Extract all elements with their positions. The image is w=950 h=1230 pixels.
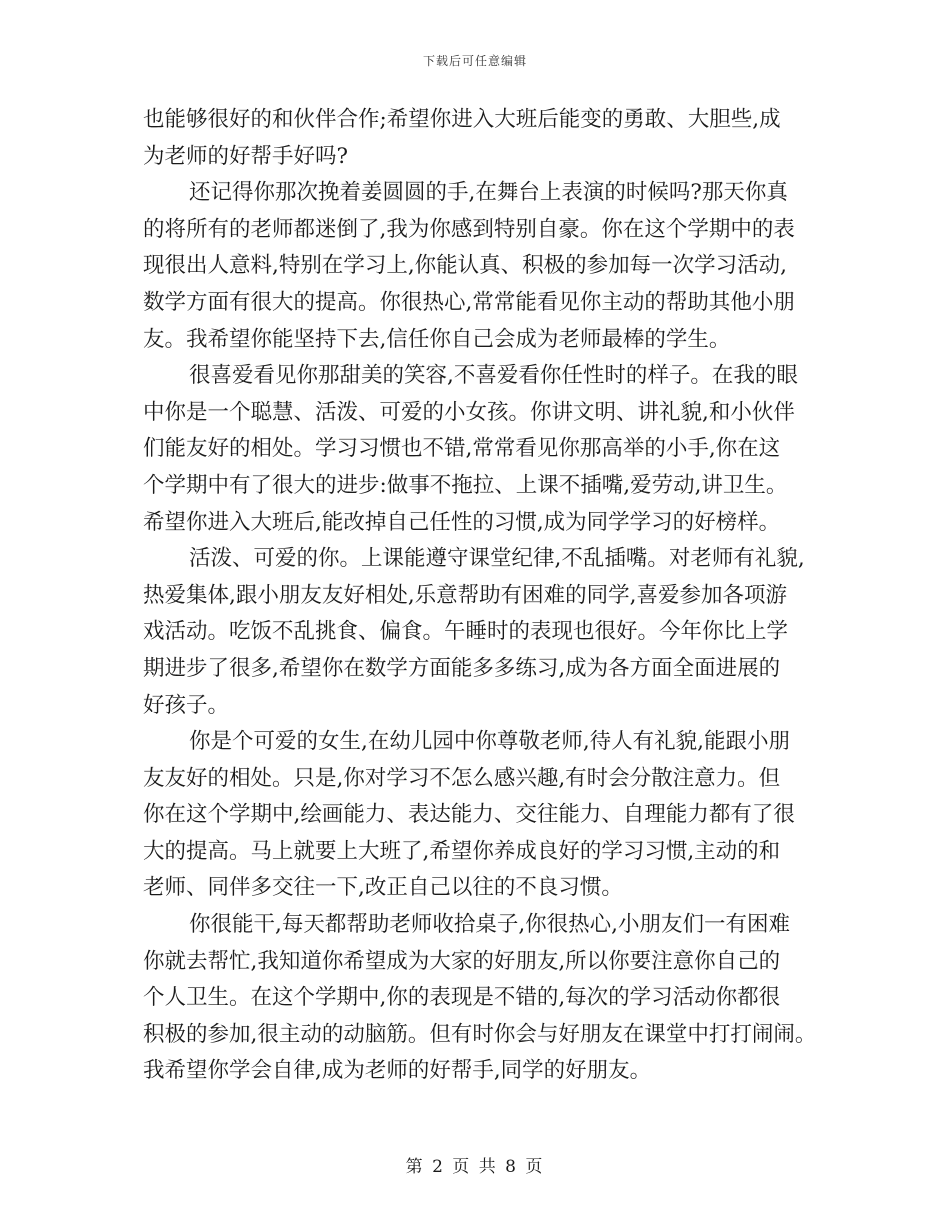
text-line: 我希望你学会自律,成为老师的好帮手,同学的好朋友。	[143, 1058, 652, 1084]
text-line: 你很能干,每天都帮助老师收拾桌子,你很热心,小朋友们一有困难	[189, 912, 791, 938]
text-line: 热爱集体,跟小朋友友好相处,乐意帮助有困难的同学,喜爱参加各项游	[143, 582, 788, 608]
text-line: 中你是一个聪慧、活泼、可爱的小女孩。你讲文明、讲礼貌,和小伙伴	[143, 399, 795, 425]
page-footer: 第 2 页 共 8 页	[405, 1157, 545, 1177]
text-line: 活泼、可爱的你。上课能遵守课堂纪律,不乱插嘴。对老师有礼貌,	[189, 546, 805, 572]
text-line: 的将所有的老师都迷倒了,我为你感到特别自豪。你在这个学期中的表	[143, 216, 795, 242]
paragraph	[143, 358, 815, 541]
text-line: 还记得你那次挽着姜圆圆的手,在舞台上表演的时候吗?那天你真	[189, 180, 788, 206]
text-line: 希望你进入大班后,能改掉自己任性的习惯,成为同学学习的好榜样。	[143, 509, 781, 535]
text-line: 好孩子。	[143, 692, 230, 718]
text-line: 大的提高。马上就要上大班了,希望你养成良好的学习习惯,主动的和	[143, 838, 781, 864]
page-header: 下载后可任意编辑	[422, 54, 527, 68]
document-body	[143, 102, 815, 1090]
text-line: 你是个可爱的女生,在幼儿园中你尊敬老师,待人有礼貌,能跟小朋	[189, 729, 791, 755]
text-line: 友。我希望你能坚持下去,信任你自己会成为老师最棒的学生。	[143, 326, 731, 352]
text-line: 个人卫生。在这个学期中,你的表现是不错的,每次的学习活动你都很	[143, 985, 781, 1011]
text-line: 也能够很好的和伙伴合作;希望你进入大班后能变的勇敢、大胆些,成	[143, 107, 781, 132]
paragraph	[143, 175, 815, 358]
paragraph	[143, 724, 815, 907]
text-line: 期进步了很多,希望你在数学方面能多多练习,成为各方面全面进展的	[143, 655, 781, 681]
text-line: 个学期中有了很大的进步:做事不拖拉、上课不插嘴,爱劳动,讲卫生。	[143, 472, 788, 498]
text-line: 很喜爱看见你那甜美的笑容,不喜爱看你任性时的样子。在我的眼	[189, 363, 798, 389]
text-line: 积极的参加,很主动的动脑筋。但有时你会与好朋友在课堂中打打闹闹。	[143, 1021, 817, 1047]
text-line: 戏活动。吃饭不乱挑食、偏食。午睡时的表现也很好。今年你比上学	[143, 619, 789, 645]
text-line: 你就去帮忙,我知道你希望成为大家的好朋友,所以你要注意你自己的	[143, 948, 781, 974]
text-line: 数学方面有很大的提高。你很热心,常常能看见你主动的帮助其他小朋	[143, 289, 795, 315]
paragraph	[143, 907, 815, 1090]
text-line: 友友好的相处。只是,你对学习不怎么感兴趣,有时会分散注意力。但	[143, 765, 781, 791]
text-line: 为老师的好帮手好吗?	[143, 143, 349, 169]
paragraph	[143, 541, 815, 724]
text-line: 你在这个学期中,绘画能力、表达能力、交往能力、自理能力都有了很	[143, 802, 795, 828]
text-line: 们能友好的相处。学习习惯也不错,常常看见你那高举的小手,你在这	[143, 436, 781, 462]
text-line: 现很出人意料,特别在学习上,你能认真、积极的参加每一次学习活动,	[143, 253, 788, 279]
paragraph	[143, 102, 815, 175]
text-line: 老师、同伴多交往一下,改正自己以往的不良习惯。	[143, 875, 623, 901]
